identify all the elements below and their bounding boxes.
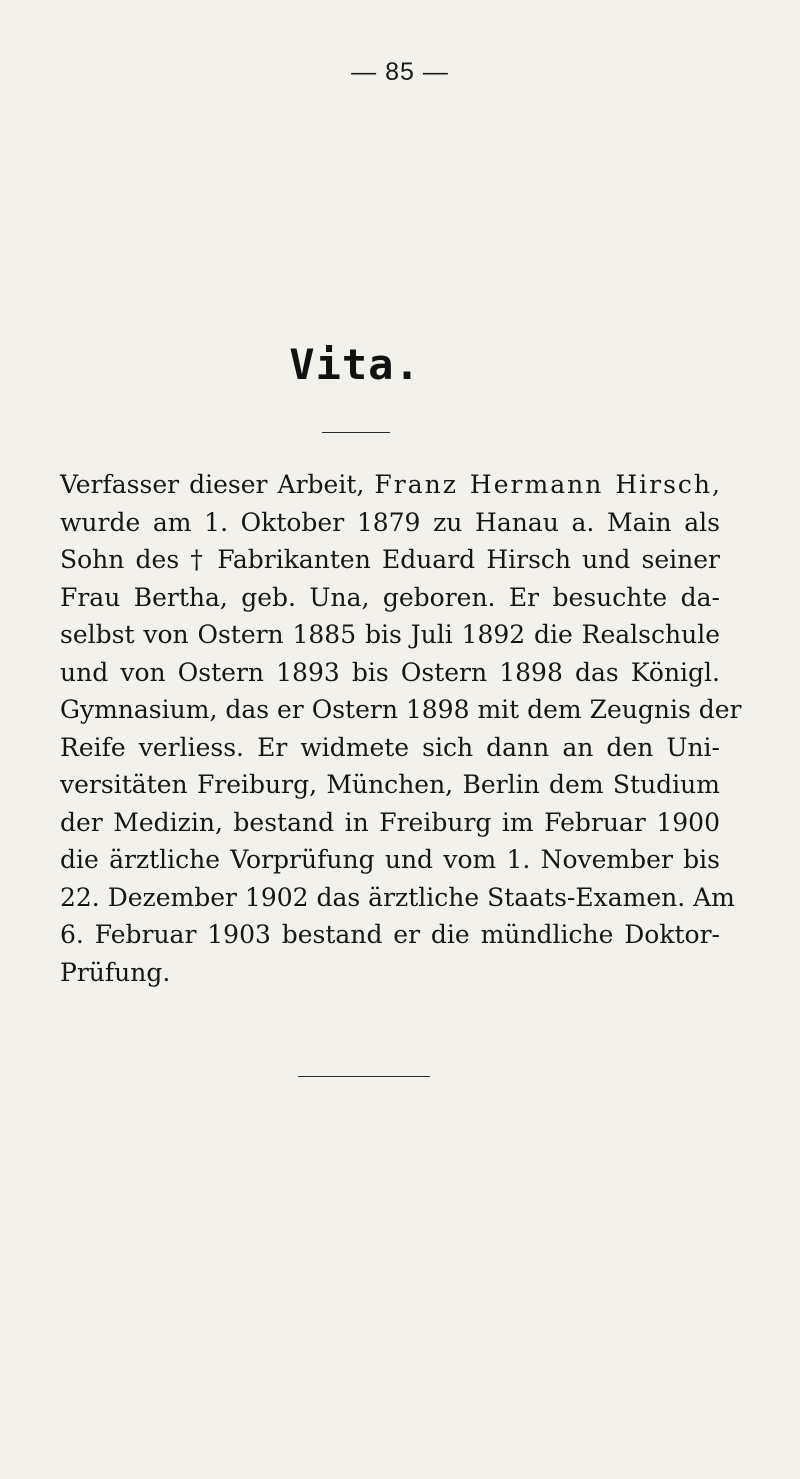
paragraph-line: und von Ostern 1893 bis Ostern 1898 das Königl. <box>60 657 720 687</box>
paragraph-line: versitäten Freiburg, München, Berlin dem Studium <box>60 770 720 799</box>
author-name: Franz Hermann Hirsch <box>374 470 713 499</box>
author-intro: Verfasser dieser Arbeit, <box>60 470 375 499</box>
end-divider <box>298 1076 430 1077</box>
paragraph-line: Reife verliess. Er widmete sich dann an den Uni- <box>60 732 720 762</box>
paragraph-line-1 <box>60 466 720 504</box>
vita-paragraph <box>60 466 742 991</box>
paragraph-line: Frau Bertha, geb. Una, geboren. Er besuchte da- <box>60 582 720 612</box>
paragraph-line: der Medizin, bestand in Freiburg im Februar 1900 <box>60 807 720 837</box>
author-intro-end: , <box>712 470 720 499</box>
paragraph-line: Gymnasium, das er Ostern 1898 mit dem Zeugnis der <box>60 695 742 724</box>
paragraph-line: die ärztliche Vorprüfung und vom 1. November bis <box>60 845 720 874</box>
paragraph-line-last: Prüfung. <box>60 957 171 987</box>
title-divider <box>322 432 390 433</box>
paragraph-line: Sohn des † Fabrikanten Eduard Hirsch und seiner <box>60 545 720 574</box>
page-title: Vita. <box>289 340 421 389</box>
paragraph-line: 6. Februar 1903 bestand er die mündliche Doktor- <box>60 920 720 949</box>
page-number: — 85 — <box>351 58 449 86</box>
paragraph-line: selbst von Ostern 1885 bis Juli 1892 die Realschule <box>60 620 720 649</box>
paragraph-line: wurde am 1. Oktober 1879 zu Hanau a. Main als <box>60 507 720 537</box>
paragraph-line: 22. Dezember 1902 das ärztliche Staats-Examen. Am <box>60 882 735 912</box>
